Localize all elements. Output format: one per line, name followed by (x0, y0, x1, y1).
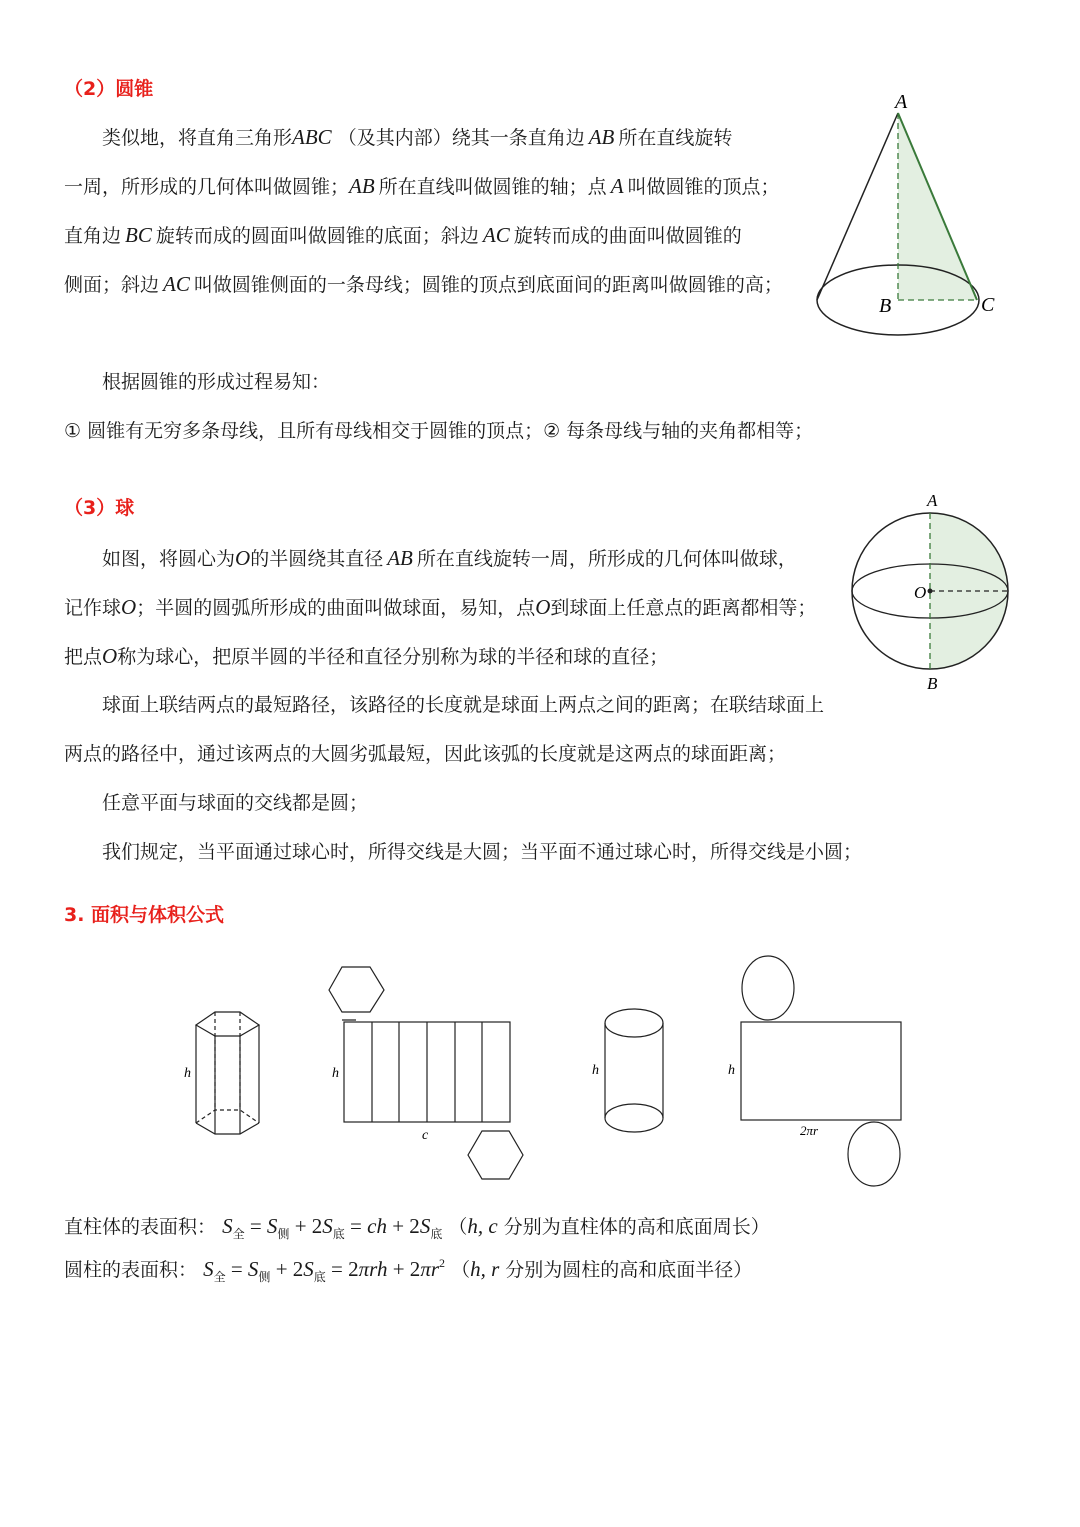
sphere-label-o: O (914, 583, 927, 602)
sphere-paragraph-line-2: 记作球O；半圆的圆弧所形成的曲面叫做球面，易知，点O到球面上任意点的距离都相等； (64, 595, 817, 619)
hexagonal-prism (196, 1012, 259, 1134)
sphere-label-b: B (927, 674, 938, 693)
net-perimeter-label: c (422, 1128, 429, 1143)
sphere-paragraph-line-3: 把点O称为球心，把原半圆的半径和直径分别称为球的半径和球的直径； (64, 644, 669, 668)
prism-net (329, 967, 523, 1179)
cone-paragraph-line-1: 类似地，将直角三角形ABC （及其内部）绕其一条直角边 AB 所在直线旋转 (102, 125, 733, 149)
sphere-paragraph-line-4: 球面上联结两点的最短路径，该路径的长度就是球面上两点之间的距离；在联结球面上 (102, 694, 825, 716)
cone-paragraph-line-3: 直角边 BC 旋转而成的圆面叫做圆锥的底面；斜边 AC 旋转而成的曲面叫做圆锥的 (64, 223, 742, 247)
cylinder-net-height-label: h (728, 1063, 735, 1078)
cylinder-surface-formula: 圆柱的表面积： $S_全 = S_侧 + 2S_底 = 2\pi rh + 2\pi r^2$ （h, r 分别为圆柱的高和底面半径） (64, 1256, 753, 1284)
sphere-paragraph-line-5: 两点的路径中，通过该两点的大圆劣弧最短，因此该弧的长度就是这两点的球面距离； (64, 743, 787, 765)
cone-label-c: C (981, 294, 995, 316)
cylinder-net-circumference-label: 2πr (800, 1123, 819, 1138)
cone-property-list: ① 圆锥有无穷多条母线，且所有母线相交于圆锥的顶点；② 每条母线与轴的夹角都相等； (64, 420, 814, 442)
net-height-label: h (332, 1066, 339, 1081)
cone-paragraph-line-4: 侧面；斜边 AC 叫做圆锥侧面的一条母线；圆锥的顶点到底面间的距离叫做圆锥的高； (64, 272, 783, 296)
cone-diagram (800, 85, 1020, 345)
cone-property-intro: 根据圆锥的形成过程易知： (102, 371, 331, 393)
sphere-paragraph-line-1: 如图，将圆心为O的半圆绕其直径 AB 所在直线旋转一周，所形成的几何体叫做球， (102, 546, 797, 570)
cylinder (605, 1009, 663, 1132)
cylinder-net (741, 956, 901, 1186)
solids-figure (170, 950, 930, 1195)
sphere-center-dot (928, 589, 933, 594)
sphere-label-a: A (927, 491, 938, 510)
cone-heading: （2）圆锥 (64, 78, 154, 100)
sphere-heading: （3）球 (64, 497, 135, 519)
cylinder-height-label: h (592, 1063, 599, 1078)
cone-label-a: A (895, 91, 908, 113)
prism-height-label: h (184, 1066, 191, 1081)
cone-paragraph-line-2: 一周，所形成的几何体叫做圆锥；AB 所在直线叫做圆锥的轴；点 A 叫做圆锥的顶点； (64, 174, 780, 198)
formulas-heading: 3. 面积与体积公式 (64, 904, 225, 926)
sphere-paragraph-line-7: 我们规定，当平面通过球心时，所得交线是大圆；当平面不通过球心时，所得交线是小圆； (102, 841, 863, 863)
sphere-diagram (840, 488, 1030, 698)
sphere-paragraph-line-6: 任意平面与球面的交线都是圆； (102, 792, 369, 814)
cone-left-slant (817, 113, 898, 300)
prism-surface-formula: 直柱体的表面积： $S_全 = S_侧 + 2S_底$ = ch + $2S_底$ （h, c 分别为直柱体的高和底面周长） (64, 1214, 770, 1241)
cone-label-b: B (879, 295, 892, 317)
